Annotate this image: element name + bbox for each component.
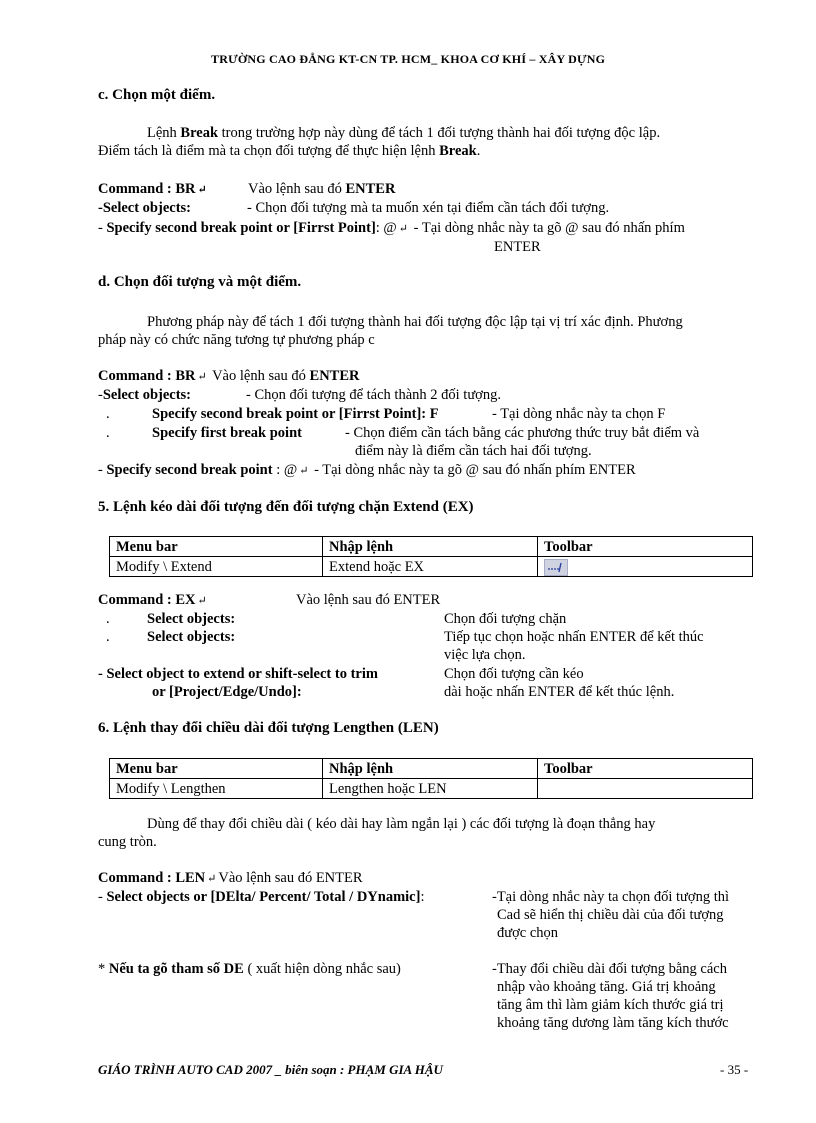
section-5-select2-desc1: Tiếp tục chọn hoặc nhấn ENTER để kết thúc: [444, 629, 704, 645]
page-footer: GIÁO TRÌNH AUTO CAD 2007 _ biên soạn : PHẠM GIA HẬU: [98, 1062, 443, 1077]
table-row: [110, 779, 753, 799]
section-5-bullet: .: [106, 611, 110, 627]
section-d-select-desc: - Chọn đối tượng để tách thành 2 đối tượng.: [246, 387, 501, 403]
section-c-command: Command : BR ↵: [98, 181, 207, 197]
page-number: - 35 -: [720, 1062, 749, 1077]
section-6-select-label: - Select objects or [DElta/ Percent/ Total / DYnamic]:: [98, 889, 425, 905]
section-5-bullet: .: [106, 629, 110, 645]
extend-icon[interactable]: [544, 559, 568, 576]
table-header-cell: Menu bar: [110, 759, 323, 779]
section-5-command: Command : EX ↵: [98, 592, 207, 608]
table-header-cell: Toolbar: [538, 759, 753, 779]
table-cell: Modify \ Lengthen: [110, 779, 323, 799]
section-d-bullet: .: [106, 425, 110, 441]
extend-menu-table: [109, 536, 753, 577]
section-d-line1-desc: - Tại dòng nhắc này ta chọn F: [492, 406, 666, 422]
section-d-bullet: .: [106, 406, 110, 422]
section-d-line2-label: Specify first break point: [152, 425, 302, 441]
table-header-row: [110, 537, 753, 557]
section-5-extend-label1: - Select object to extend or shift-select to trim: [98, 666, 378, 682]
table-header-cell: Toolbar: [538, 537, 753, 557]
lengthen-menu-table: [109, 758, 753, 799]
section-d-line2-desc2: điểm này là điểm cần tách hai đối tượng.: [355, 443, 592, 459]
table-cell: [538, 557, 753, 577]
section-6-de-desc4: khoảng tăng dương làm tăng kích thước: [497, 1015, 729, 1031]
table-cell: Extend hoặc EX: [323, 557, 538, 577]
section-c-paragraph-line1: Lệnh Break trong trường hợp này dùng để tách 1 đối tượng thành hai đối tượng độc lập.: [147, 125, 661, 141]
section-6-select-desc3: được chọn: [497, 925, 559, 941]
section-d-paragraph-line2: pháp này có chức năng tương tự phương pháp c: [98, 332, 375, 348]
section-5-title: 5. Lệnh kéo dài đối tượng đến đối tượng chặn Extend (EX): [98, 499, 474, 515]
section-c-title: c. Chọn một điểm.: [98, 87, 216, 103]
enter-icon: ↵: [197, 371, 207, 383]
enter-icon: ↵: [398, 223, 409, 235]
section-6-title: 6. Lệnh thay đổi chiều dài đối tượng Lengthen (LEN): [98, 720, 439, 736]
section-6-command: Command : LEN ↵ Vào lệnh sau đó ENTER: [98, 870, 363, 886]
section-5-select1-desc: Chọn đối tượng chặn: [444, 611, 567, 627]
section-d-select-label: -Select objects:: [98, 387, 192, 403]
section-d-command: Command : BR ↵ Vào lệnh sau đó ENTER: [98, 368, 360, 384]
section-d-specify-line: - Specify second break point : @ ↵ - Tại dòng nhắc này ta gõ @ sau đó nhấn phím ENTER: [98, 462, 636, 478]
section-6-de-desc2: nhập vào khoảng tăng. Giá trị khoảng: [497, 979, 716, 995]
enter-icon: ↵: [197, 595, 207, 607]
section-6-select-desc2: Cad sẽ hiển thị chiều dài của đối tượng: [497, 907, 724, 923]
section-5-select1-label: Select objects:: [147, 611, 236, 627]
section-d-paragraph-line1: Phương pháp này để tách 1 đối tượng thành hai đối tượng độc lập tại vị trí xác định. Phương: [147, 314, 683, 330]
table-header-row: [110, 759, 753, 779]
table-header-cell: Menu bar: [110, 537, 323, 557]
section-6-paragraph-line2: cung tròn.: [98, 834, 157, 850]
section-c-specify-enter: ENTER: [494, 239, 541, 255]
section-c-paragraph-line2: Điểm tách là điểm mà ta chọn đối tượng để thực hiện lệnh Break.: [98, 143, 481, 159]
section-c-command-desc: Vào lệnh sau đó ENTER: [248, 181, 396, 197]
table-header-cell: Nhập lệnh: [323, 537, 538, 557]
section-d-line1-label: Specify second break point or [Firrst Point]: F: [152, 406, 439, 422]
table-header-cell: Nhập lệnh: [323, 759, 538, 779]
enter-icon: ↵: [197, 184, 207, 196]
table-cell: Modify \ Extend: [110, 557, 323, 577]
section-5-extend-desc2: dài hoặc nhấn ENTER để kết thúc lệnh.: [444, 684, 675, 700]
section-6-de-desc1: -Thay đổi chiều dài đối tượng bằng cách: [492, 961, 727, 977]
section-6-de-label: * Nếu ta gõ tham số DE ( xuất hiện dòng nhắc sau): [98, 961, 401, 977]
enter-icon: ↵: [207, 873, 217, 885]
section-c-specify-line: - Specify second break point or [Firrst Point]: @ ↵ - Tại dòng nhắc này ta gõ @ sau đó nhấn phím: [98, 220, 685, 236]
section-c-select-desc: - Chọn đối tượng mà ta muốn xén tại điểm cần tách đối tượng.: [247, 200, 610, 216]
section-d-line2-desc1: - Chọn điểm cần tách bằng các phương thức truy bắt điểm và: [345, 425, 700, 441]
table-cell: [538, 779, 753, 799]
section-6-paragraph-line1: Dùng để thay đổi chiều dài ( kéo dài hay làm ngắn lại ) các đối tượng là đoạn thẳng hay: [147, 816, 656, 832]
section-5-select2-desc2: việc lựa chọn.: [444, 647, 526, 663]
section-6-select-desc1: -Tại dòng nhắc này ta chọn đối tượng thì: [492, 889, 729, 905]
section-c-select-label: -Select objects:: [98, 200, 191, 216]
section-5-select2-label: Select objects:: [147, 629, 236, 645]
section-5-command-desc: Vào lệnh sau đó ENTER: [296, 592, 441, 608]
table-cell: Lengthen hoặc LEN: [323, 779, 538, 799]
section-5-extend-desc1: Chọn đối tượng cần kéo: [444, 666, 584, 682]
enter-icon: ↵: [299, 465, 309, 477]
page-header: TRƯỜNG CAO ĐẲNG KT-CN TP. HCM_ KHOA CƠ KHÍ – XÂY DỰNG: [211, 52, 606, 66]
section-5-extend-label2: or [Project/Edge/Undo]:: [152, 684, 302, 700]
section-6-de-desc3: tăng âm thì làm giảm kích thước giá trị: [497, 997, 724, 1013]
table-row: [110, 557, 753, 577]
section-d-title: d. Chọn đối tượng và một điểm.: [98, 274, 302, 290]
